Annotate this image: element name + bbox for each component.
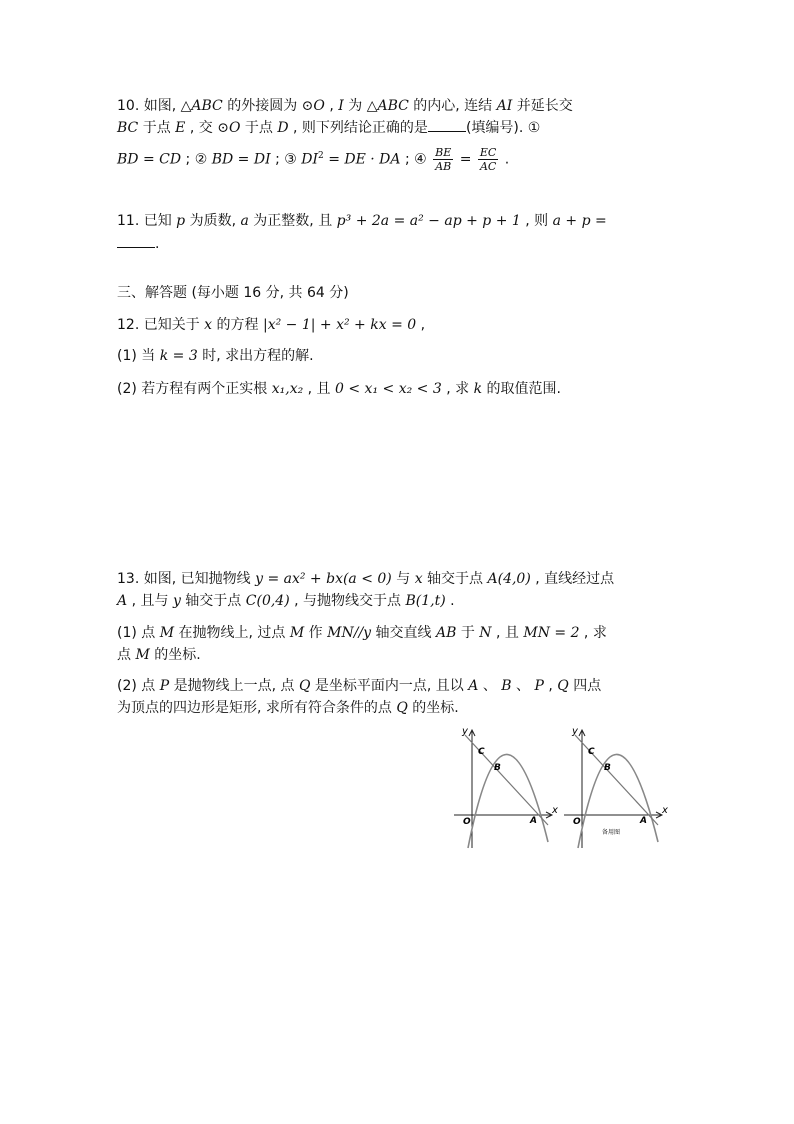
equals-sign: = (455, 151, 476, 168)
q13-text: 的坐标. (407, 700, 459, 716)
q11-text: 为正整数, 且 (248, 213, 337, 229)
point-n: N (479, 625, 492, 641)
q12-line1 (117, 315, 425, 335)
point-a: A(4,0) (487, 571, 531, 587)
q13-text: 轴交于点 (180, 593, 246, 609)
segment-mn: MN//y (327, 625, 372, 641)
conclusion-3: DI (301, 151, 319, 168)
q11-text: . (155, 236, 160, 252)
q10-line3 (117, 140, 509, 176)
q13-line1 (117, 569, 614, 589)
q10-text: 于点 (138, 120, 176, 136)
q10-text: ; ③ (270, 151, 302, 168)
q10-line2 (117, 118, 540, 138)
roots: x₁,x₂ (271, 381, 304, 397)
q10-text: 的内心, 连结 (408, 98, 497, 114)
figure-caption: 备用图 (602, 829, 621, 836)
point-m: M (289, 625, 305, 641)
var-p: p (176, 213, 186, 229)
point-e: E (175, 120, 186, 136)
mn-length: MN = 2 (523, 625, 580, 641)
label-x: x (662, 805, 668, 816)
var-x: x (204, 317, 213, 333)
q11-line2 (117, 234, 159, 254)
q10-text: 并延长交 (512, 98, 573, 114)
point-a: A (468, 678, 479, 694)
q13-text: , 求 (579, 625, 607, 641)
label-b: B (494, 763, 501, 773)
q13-part1-line1 (117, 623, 607, 643)
fraction-denominator: AC (479, 160, 497, 174)
q13-text: 轴交直线 (371, 625, 436, 641)
q10-text: ; ④ (400, 151, 432, 168)
point-b: B (501, 678, 512, 694)
q12-text: 的取值范围. (482, 381, 561, 397)
q12-text: , 求 (441, 381, 474, 397)
point-p: P (159, 678, 170, 694)
label-c: C (588, 747, 595, 757)
line-ab: AB (435, 625, 457, 641)
q13-text: 为顶点的四边形是矩形, 求所有符合条件的点 (117, 700, 397, 716)
q13-text: , 且 (491, 625, 524, 641)
parabola-equation: y = ax² + bx(a < 0) (255, 571, 392, 587)
q11-line1 (117, 211, 607, 231)
var-k: k (473, 381, 483, 397)
fraction-numerator: BE (435, 146, 452, 160)
k-value: k = 3 (159, 348, 198, 364)
label-b: B (604, 763, 611, 773)
q10-text: ; ② (181, 151, 212, 168)
q12-text: (2) 若方程有两个正实根 (117, 381, 272, 397)
point-q: Q (396, 700, 408, 716)
segment-ai: AI (496, 98, 513, 114)
parabola-figure-backup (562, 722, 682, 854)
q12-part2 (117, 379, 561, 399)
point-m: M (159, 625, 175, 641)
var-x: x (414, 571, 423, 587)
q13-text: 四点 (568, 678, 602, 694)
q12-text: , 且 (303, 381, 336, 397)
q10-text: , 交 (185, 120, 218, 136)
q13-text: 是抛物线上一点, 点 (169, 678, 299, 694)
label-o: O (573, 817, 581, 827)
q10-line1 (117, 96, 573, 116)
fraction-numerator: EC (479, 146, 497, 160)
circle-o: ⊙O (217, 120, 241, 136)
circle-o: ⊙O (301, 98, 325, 114)
label-a: A (530, 816, 537, 826)
var-a: a (240, 213, 249, 229)
q12-text: 的方程 (212, 317, 263, 333)
q12-equation: |x² − 1| + x² + kx = 0 (262, 317, 417, 333)
q10-text: (填编号). ① (465, 120, 541, 136)
q13-text: 与 (391, 571, 415, 587)
exponent: 2 (318, 151, 324, 161)
q10-text: , 则下列结论正确的是 (288, 120, 428, 136)
conclusion-1: BD = CD (117, 151, 182, 168)
q13-text: 的坐标. (149, 647, 201, 663)
q12-text: (1) 当 (117, 348, 160, 364)
q11-text: , 则 (520, 213, 553, 229)
point-p: P (534, 678, 544, 694)
conclusion-3-rest: = DE · DA (323, 151, 401, 168)
conclusion-2: BD = DI (211, 151, 271, 168)
point-m: M (135, 647, 150, 663)
parabola-curve (468, 754, 548, 848)
q10-text: 于点 (240, 120, 278, 136)
q11-text: 为质数, (185, 213, 241, 229)
point-i: I (338, 98, 344, 114)
q10-text: 10. 如图, (117, 98, 181, 114)
answer-blank[interactable] (428, 119, 466, 132)
label-a: A (640, 816, 647, 826)
label-x: x (552, 805, 558, 816)
q11-target: a + p = (552, 213, 607, 229)
q13-text: , 与抛物线交于点 (289, 593, 406, 609)
roots-inequality: 0 < x₁ < x₂ < 3 (335, 381, 442, 397)
label-c: C (478, 747, 485, 757)
segment-bc: BC (117, 120, 139, 136)
separator: 、 (478, 678, 502, 694)
q13-part2-line2 (117, 698, 459, 718)
q12-text: , (416, 317, 426, 333)
q13-part2-line1 (117, 676, 601, 696)
q13-text: 是坐标平面内一点, 且以 (310, 678, 469, 694)
q13-text: . (445, 593, 455, 609)
fraction-denominator: AB (435, 160, 452, 174)
q10-text: . (500, 151, 510, 168)
parabola-figure (452, 722, 572, 854)
q13-text: , 且与 (127, 593, 173, 609)
q12-text: 时, 求出方程的解. (197, 348, 314, 364)
q10-text: , (324, 98, 339, 114)
q10-text: 的外接圆为 (222, 98, 302, 114)
q12-text: 12. 已知关于 (117, 317, 205, 333)
separator: 、 (511, 678, 535, 694)
q11-equation: p³ + 2a = a² − ap + p + 1 (336, 213, 521, 229)
q13-line2 (117, 591, 455, 611)
q11-text: 11. 已知 (117, 213, 177, 229)
fraction-ec-ac (478, 146, 498, 173)
q12-part1 (117, 346, 314, 366)
point-q: Q (557, 678, 569, 694)
q13-text: 作 (304, 625, 328, 641)
point-a: A (117, 593, 128, 609)
label-o: O (463, 817, 471, 827)
q10-text: 为 (343, 98, 367, 114)
point-c: C(0,4) (245, 593, 290, 609)
q13-text: 在抛物线上, 过点 (174, 625, 290, 641)
q13-text: , 直线经过点 (530, 571, 615, 587)
answer-blank[interactable] (117, 235, 155, 248)
label-y: y (462, 726, 468, 737)
label-y: y (572, 726, 578, 737)
var-y: y (172, 593, 181, 609)
q13-text: (1) 点 (117, 625, 160, 641)
point-q: Q (298, 678, 311, 694)
fraction-be-ab (433, 146, 453, 173)
triangle-abc: △ABC (366, 98, 409, 114)
q13-text: 于 (456, 625, 480, 641)
q13-part1-line2 (117, 645, 201, 665)
q13-text: 13. 如图, 已知抛物线 (117, 571, 256, 587)
triangle-abc: △ABC (180, 98, 223, 114)
separator: , (543, 678, 558, 694)
point-b: B(1,t) (405, 593, 446, 609)
q13-text: 轴交于点 (422, 571, 488, 587)
q13-text: (2) 点 (117, 678, 160, 694)
point-d: D (277, 120, 289, 136)
q13-text: 点 (117, 647, 136, 663)
section-heading: 三、解答题 (每小题 16 分, 共 64 分) (117, 285, 349, 301)
